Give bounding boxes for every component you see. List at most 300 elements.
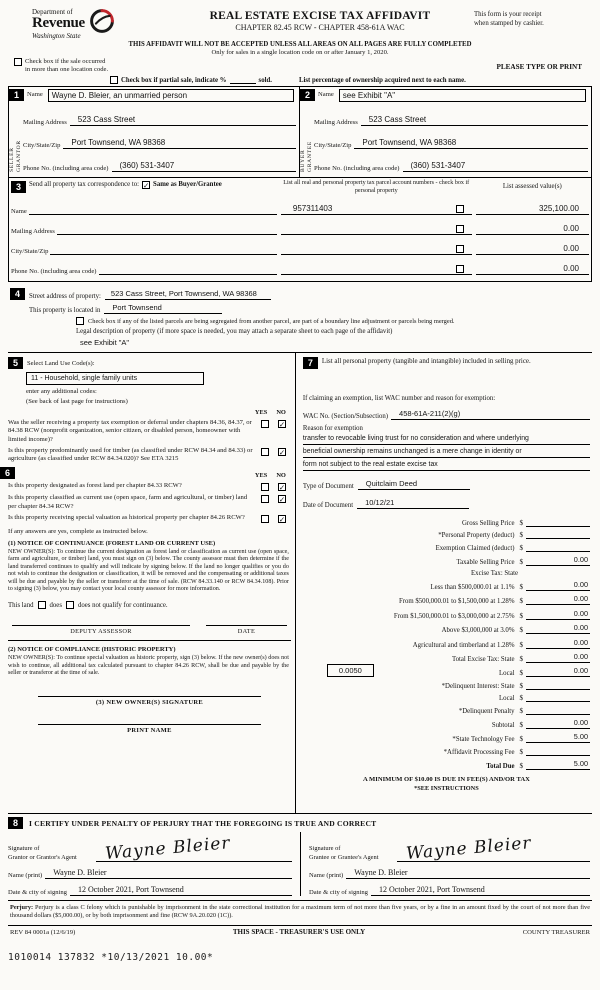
historic-question-boxes — [261, 514, 291, 523]
exemption-question-row — [8, 419, 291, 444]
gross-selling-price-label: Gross Selling Price — [462, 520, 515, 528]
partial-sale-sold-label: sold. — [258, 77, 272, 85]
partial-sale-checkbox[interactable] — [110, 76, 118, 84]
correspondence-mailing-label: Mailing Address — [11, 228, 55, 236]
timber-no-checkmark: ✓ — [278, 447, 286, 457]
forest-no-checkmark: ✓ — [278, 483, 286, 493]
buyer-mailing-row — [314, 115, 588, 126]
subtotal-label: Subtotal — [491, 721, 515, 729]
forest-question-row — [8, 482, 291, 491]
dor-swoosh-icon — [89, 8, 115, 34]
form-title: REAL ESTATE EXCISE TAX AFFIDAVIT — [209, 10, 431, 22]
if-yes-note: If any answers are yes, complete as instructed below. — [8, 527, 148, 535]
total-excise-state-row — [303, 652, 590, 663]
this-land-label: This land — [8, 601, 34, 609]
logo-revenue: Revenue — [32, 15, 85, 31]
subtotal-field[interactable]: 0.00 — [526, 718, 590, 729]
print-name-line[interactable] — [38, 724, 261, 725]
agricultural-field[interactable]: 0.00 — [526, 638, 590, 649]
buyer-name-field[interactable]: see Exhibit "A" — [339, 89, 586, 102]
assessed-column-header: List assessed value(s) — [502, 183, 562, 191]
dollar-sign: $ — [519, 655, 523, 663]
minimum-due-note: A MINIMUM OF $10.00 IS DUE IN FEE(S) AND/OR TAX — [362, 776, 530, 784]
same-as-buyer-checkbox[interactable] — [142, 181, 150, 189]
partial-sale-label: Check box if partial sale, indicate % — [121, 77, 227, 85]
acceptance-warning: THIS AFFIDAVIT WILL NOT BE ACCEPTED UNLESS ALL AREAS ON ALL PAGES ARE FULLY COMPLETED — [128, 41, 472, 48]
grantee-date-city-label: Date & city of signing — [309, 889, 368, 897]
buyer-side-label — [300, 103, 314, 172]
grantee-date-city-row — [309, 885, 590, 896]
type-print-row — [8, 58, 592, 74]
dollar-sign: $ — [519, 762, 523, 771]
reason-line-2[interactable]: beneficial ownership remains unchanged is a mere change in identity or — [303, 448, 590, 458]
correspondence-name-label: Name — [11, 208, 27, 216]
historic-question-text: Is this property receiving special valuation as historical property per chapter 84.26 RCW? — [8, 513, 245, 521]
yes-label-1: YES — [254, 409, 268, 417]
seller-phone-label: Phone No. (including area code) — [23, 165, 109, 173]
form-footer — [8, 925, 592, 936]
see-instructions-note: *SEE INSTRUCTIONS — [414, 785, 479, 793]
section-1-number: 1 — [9, 89, 24, 101]
seller-name-field[interactable]: Wayne D. Bleier, an unmarried person — [48, 89, 294, 102]
timber-question-text: Is this property predominantly used for timber (as classified under RCW 84.34 and 84.33) or agriculture (as classified under RCW 84.34.020)? See ETA 3215 — [8, 446, 253, 463]
reason-line-1[interactable]: transfer to revocable living trust for no consideration and where underlying — [303, 435, 590, 445]
historic-yes-checkbox[interactable] — [261, 515, 269, 523]
seller-name-row — [9, 87, 296, 102]
dollar-sign: $ — [519, 626, 523, 635]
street-address-row — [10, 288, 590, 300]
treasurer-space-label: THIS SPACE - TREASURER'S USE ONLY — [232, 928, 366, 937]
grantor-signature-column — [8, 832, 300, 896]
forest-question-boxes — [261, 482, 291, 491]
buyer-mailing-label: Mailing Address — [314, 119, 358, 127]
street-address-label: Street address of property: — [29, 293, 101, 301]
grantor-date-city-label: Date & city of signing — [8, 889, 67, 897]
personal-property-checkbox-4[interactable] — [456, 265, 464, 273]
signature-columns — [8, 832, 592, 896]
seller-side-word1: SELLER — [9, 147, 16, 173]
multi-location-checkbox[interactable] — [14, 58, 22, 66]
assessed-value-1[interactable]: 325,100.00 — [476, 204, 589, 215]
dollar-sign: $ — [519, 531, 523, 540]
total-due-row — [303, 759, 590, 770]
parcel-row-3 — [11, 244, 589, 255]
buyer-phone-row — [314, 161, 588, 172]
historic-no-checkbox[interactable] — [278, 515, 286, 523]
deputy-assessor-cell — [12, 625, 190, 635]
grantor-signature-label — [8, 845, 96, 862]
deputy-assessor-label: DEPUTY ASSESSOR — [70, 628, 132, 636]
personal-property-checkbox-1[interactable] — [456, 205, 464, 213]
notice1-body: NEW OWNER(S): To continue the current designation as forest land or classification as current use (open space, farm and agriculture, or timber) land, you must sign on (3) below. The county assessor must then determine if the land transferred continues to qualify and will indicate by signing below. If the land no longer qualifies or you do not wish to continue the designation or classification, it will be removed and the compensating or additional taxes will be due and payable by the seller or transferor at the time of sale. (RCW 84.33.140 or RCW 84.34.108). Prior to signing (3) below, you may contact your local county assessor for more information. — [8, 548, 289, 593]
grantor-name-print-row — [8, 868, 292, 879]
state-technology-fee-label: *State Technology Fee — [452, 736, 515, 744]
wac-number-field[interactable]: 458-61A-211(2)(g) — [391, 409, 590, 420]
buyer-phone-label: Phone No. (including area code) — [314, 165, 400, 173]
grantee-signature-handwriting: Wayne Bleier — [405, 833, 533, 865]
tier1-field[interactable]: 0.00 — [526, 580, 590, 591]
partial-sale-percent-field[interactable] — [230, 76, 256, 84]
assessor-date-line[interactable] — [206, 625, 287, 626]
agricultural-row — [303, 638, 590, 649]
multi-location-label-line2: in more than one location code. — [25, 66, 109, 74]
gross-selling-price-field[interactable] — [526, 518, 590, 527]
grantor-signature-handwriting: Wayne Bleier — [104, 833, 232, 865]
partial-sale-row — [110, 76, 592, 84]
reason-for-exemption-label: Reason for exemption — [302, 425, 363, 433]
dollar-sign: $ — [519, 706, 523, 715]
perjury-notice — [8, 904, 592, 920]
left-column — [4, 353, 296, 813]
seller-fields — [23, 103, 296, 172]
additional-codes-label: enter any additional codes: — [26, 388, 97, 396]
parcel-number-cell-3 — [281, 245, 472, 255]
correspondence-city-cell — [11, 246, 277, 255]
parties-section — [8, 86, 592, 178]
parcel-row-1 — [11, 204, 589, 215]
same-as-buyer-label: Same as Buyer/Grantee — [153, 181, 222, 189]
dollar-sign: $ — [519, 640, 523, 649]
legal-description-label: Legal description of property (if more space is needed, you may attach a separate sheet to each page of the affidavit) — [76, 328, 393, 336]
exemption-intro: If claiming an exemption, list WAC number and reason for exemption: — [302, 395, 496, 403]
buyer-city-row — [314, 138, 588, 149]
tier3-row — [303, 609, 590, 620]
section-8-certification — [8, 814, 592, 901]
agricultural-label: Agricultural and timberland at 1.28% — [412, 641, 515, 649]
dollar-sign: $ — [519, 558, 523, 567]
notice-separator — [8, 640, 291, 641]
section-4-property — [8, 282, 592, 351]
grantee-name-print-field[interactable]: Wayne D. Bleier — [346, 868, 590, 879]
doc-date-label: Date of Document — [302, 502, 354, 510]
tier1-label: Less than $500,000.01 at 1.1% — [430, 584, 515, 592]
cashier-receipt-stamp: 1010014 137832 *10/13/2021 10.00* — [8, 952, 214, 964]
certification-header — [8, 817, 592, 829]
local-rate-box: 0.0050 — [327, 664, 374, 677]
grantee-signature-field[interactable] — [397, 833, 590, 865]
doc-date-field[interactable]: 10/12/21 — [357, 498, 469, 509]
title-block — [166, 8, 474, 32]
local-tax-label: Local — [499, 670, 515, 678]
seller-body — [9, 103, 296, 172]
tier3-field[interactable]: 0.00 — [526, 609, 590, 620]
tier4-field[interactable]: 0.00 — [526, 623, 590, 634]
legal-description-value-row — [80, 338, 590, 347]
exemption-claimed-label: Exemption Claimed (deduct) — [435, 544, 515, 552]
logo-washington-state: Washington State — [32, 32, 81, 40]
dollar-sign: $ — [519, 597, 523, 606]
header — [8, 5, 592, 40]
does-label: does — [49, 601, 62, 609]
tier3-label: From $1,500,000.01 to $3,000,000 at 2.75% — [393, 612, 515, 620]
grantee-name-print-label: Name (print) — [309, 872, 344, 880]
buyer-side-word1: BUYER — [300, 150, 307, 173]
send-correspondence-block — [11, 180, 277, 195]
receipt-note — [474, 8, 592, 29]
notice2-body: NEW OWNER(S): To continue special valuation as historic property, sign (3) below. If the new owner(s) does not wish to continue, all additional tax calculated pursuant to chapter 84.26 RCW, shall be due and payable by the seller or transferor at the time of sale. — [8, 655, 289, 677]
segregated-checkbox[interactable] — [76, 317, 84, 325]
delinquent-penalty-field[interactable] — [526, 706, 590, 715]
county-treasurer-label: COUNTY TREASURER — [522, 928, 590, 936]
land-use-label: Select Land Use Code(s): — [27, 359, 95, 367]
correspondence-city-label: City/State/Zip — [11, 248, 49, 256]
timber-no-checkbox[interactable] — [278, 448, 286, 456]
legal-description-row — [76, 328, 590, 335]
taxable-selling-price-label: Taxable Selling Price — [456, 559, 515, 567]
section-4-number: 4 — [10, 288, 25, 300]
form-chapter: CHAPTER 82.45 RCW - CHAPTER 458-61A WAC — [235, 23, 405, 32]
personal-property-checkbox-2[interactable] — [456, 225, 464, 233]
dollar-sign: $ — [519, 611, 523, 620]
doc-type-field[interactable]: Quitclaim Deed — [358, 479, 470, 490]
exemption-claimed-field[interactable] — [526, 543, 590, 552]
delinquent-penalty-row — [303, 706, 590, 715]
personal-property-deduct-row — [303, 530, 590, 539]
seller-city-field[interactable]: Port Townsend, WA 98368 — [63, 138, 296, 149]
total-due-field[interactable]: 5.00 — [526, 759, 590, 770]
current-use-question-boxes — [261, 494, 291, 510]
grantee-name-print-row — [309, 868, 590, 879]
timber-yes-checkbox[interactable] — [261, 448, 269, 456]
section-8-number: 8 — [8, 817, 23, 829]
grantee-date-city-field[interactable]: 12 October 2021, Port Townsend — [371, 885, 590, 896]
exemption-question-text: Was the seller receiving a property tax exemption or deferral under chapters 84.36, 84.37, or 84.38 RCW (nonprofit organization, senior citizen, or disabled person, homeowner with limited income)? — [8, 419, 252, 443]
forest-question-text: Is this property designated as forest land per chapter 84.33 RCW? — [8, 482, 182, 490]
correspondence-name-field[interactable] — [29, 206, 277, 215]
grantor-signature-row — [8, 832, 292, 865]
parcel-column-header: List all real and personal property tax parcel account numbers - check box if personal property — [283, 180, 470, 194]
seller-side-label — [9, 103, 23, 172]
assessed-value-3[interactable]: 0.00 — [476, 244, 589, 255]
located-in-label: This property is located in — [29, 307, 101, 315]
reason-line-3[interactable]: form not subject to the real estate excise tax — [303, 461, 590, 471]
buyer-mailing-field[interactable]: 523 Cass Street — [361, 115, 588, 126]
assessed-value-4[interactable]: 0.00 — [476, 264, 589, 275]
land-use-code-field[interactable]: 11 - Household, single family units — [26, 372, 204, 385]
state-technology-fee-row — [303, 732, 590, 743]
section-5-header — [8, 357, 291, 369]
historic-question-row — [8, 514, 291, 523]
multi-location-label-line1: Check box if the sale occurred — [25, 58, 106, 65]
main-columns — [4, 352, 592, 814]
affidavit-processing-fee-field[interactable] — [526, 747, 590, 756]
seller-mailing-row — [23, 115, 296, 126]
grantor-name-print-field[interactable]: Wayne D. Bleier — [45, 868, 292, 879]
receipt-note-line1: This form is your receipt — [474, 11, 542, 18]
assessed-value-2[interactable]: 0.00 — [476, 224, 589, 235]
exemption-claimed-row — [303, 543, 590, 552]
current-use-no-checkmark: ✓ — [278, 495, 286, 505]
dor-logo — [8, 8, 166, 40]
grantee-signature-label-line1: Signature of — [309, 845, 341, 853]
total-due-label: Total Due — [486, 763, 515, 771]
buyer-city-label: City/State/Zip — [314, 142, 352, 150]
logo-department-of: Department of — [32, 8, 73, 16]
seller-city-label: City/State/Zip — [23, 142, 61, 150]
dollar-sign: $ — [519, 694, 523, 703]
seller-phone-field[interactable]: (360) 531-3407 — [112, 161, 296, 172]
exemption-no-checkbox[interactable] — [278, 420, 286, 428]
taxable-selling-price-field[interactable]: 0.00 — [526, 555, 590, 566]
tier2-label: From $500,000.01 to $1,500,000 at 1.28% — [398, 598, 515, 606]
doc-date-row — [303, 498, 590, 509]
new-owner-signature-line[interactable] — [38, 696, 261, 697]
section-6-number: 6 — [0, 467, 15, 479]
does-not-label: does not qualify for continuance. — [77, 601, 168, 609]
deputy-assessor-row — [8, 625, 291, 635]
correspondence-city-field[interactable] — [50, 246, 277, 255]
local-tax-row — [303, 666, 590, 677]
please-type-or-print: PLEASE TYPE OR PRINT — [496, 63, 582, 71]
section-6-header — [4, 467, 291, 480]
multi-location-check-block — [14, 58, 108, 74]
delinquent-interest-state-row — [303, 681, 590, 690]
tier2-field[interactable]: 0.00 — [526, 594, 590, 605]
segregated-row — [76, 317, 590, 325]
right-column — [296, 353, 592, 813]
segregated-label: Check box if any of the listed parcels are being segregated from another parcel, are part of a boundary line adjustment or parcels being merged. — [88, 318, 455, 326]
buyer-side-word2: GRANTEE — [307, 141, 313, 173]
yes-no-header-2 — [255, 472, 291, 479]
exemption-question-boxes — [261, 419, 291, 444]
current-use-no-checkbox[interactable] — [278, 495, 286, 503]
receipt-note-line2: when stamped by cashier. — [474, 19, 544, 27]
local-tax-field[interactable]: 0.00 — [526, 666, 590, 677]
no-label-2: NO — [276, 472, 286, 480]
form-number: REV 84 0001a (12/6/19) — [10, 928, 76, 936]
forest-yes-checkbox[interactable] — [261, 483, 269, 491]
section-3-correspondence — [8, 178, 592, 282]
buyer-name-row — [300, 87, 588, 102]
correspondence-phone-field[interactable] — [99, 266, 277, 275]
personal-property-deduct-field[interactable] — [526, 530, 590, 539]
parcel-number-1[interactable]: 957311403 — [292, 204, 333, 214]
located-in-field[interactable]: Port Townsend — [104, 303, 221, 314]
grantee-signature-label-line2: Grantee or Grantee's Agent — [309, 853, 379, 861]
street-address-field[interactable]: 523 Cass Street, Port Townsend, WA 98368 — [105, 289, 271, 300]
affidavit-processing-fee-label: *Affidavit Processing Fee — [443, 748, 515, 756]
personal-property-deduct-label: *Personal Property (deduct) — [438, 532, 515, 540]
section-2-number: 2 — [300, 89, 315, 101]
grantor-date-city-field[interactable]: 12 October 2021, Port Townsend — [70, 885, 292, 896]
forest-no-checkbox[interactable] — [278, 483, 286, 491]
doc-type-label: Type of Document — [302, 483, 354, 491]
instructions-note: (See back of last page for instructions) — [26, 398, 128, 406]
exemption-yes-checkbox[interactable] — [261, 420, 269, 428]
dor-logo-text — [32, 8, 85, 40]
buyer-phone-field[interactable]: (360) 531-3407 — [403, 161, 588, 172]
timber-question-boxes — [261, 447, 291, 463]
grantor-date-city-row — [8, 885, 292, 896]
gross-selling-price-row — [303, 518, 590, 527]
correspondence-mailing-field[interactable] — [57, 226, 277, 235]
located-in-row — [29, 303, 590, 314]
correspondence-mailing-cell — [11, 226, 277, 235]
total-excise-state-label: Total Excise Tax: State — [451, 656, 515, 663]
seller-city-row — [23, 138, 296, 149]
correspondence-name-cell — [11, 206, 277, 215]
dollar-sign: $ — [519, 681, 523, 690]
grantee-signature-row — [309, 832, 590, 865]
excise-tax-state-label: Excise Tax: State — [471, 569, 518, 577]
grantor-name-print-label: Name (print) — [8, 872, 43, 880]
affidavit-processing-fee-row — [303, 747, 590, 756]
tier1-row — [303, 580, 590, 591]
tier4-row — [303, 623, 590, 634]
wac-label: WAC No. (Section/Subsection) — [302, 413, 389, 421]
grantor-signature-field[interactable] — [96, 833, 292, 865]
assessor-date-cell — [206, 625, 287, 635]
perjury-lead: Perjury: — [10, 904, 34, 912]
delinquent-interest-state-field[interactable] — [526, 681, 590, 690]
seller-mailing-label: Mailing Address — [23, 119, 67, 127]
tier2-row — [303, 594, 590, 605]
state-technology-fee-field[interactable]: 5.00 — [526, 732, 590, 743]
parcel-number-cell-4 — [281, 265, 472, 275]
certification-statement: I CERTIFY UNDER PENALTY OF PERJURY THAT THE FOREGOING IS TRUE AND CORRECT — [29, 818, 377, 828]
delinquent-interest-local-field[interactable] — [526, 693, 590, 702]
dollar-sign: $ — [519, 519, 523, 528]
delinquent-interest-local-row — [303, 693, 590, 702]
deputy-assessor-signature-line[interactable] — [12, 625, 190, 626]
total-excise-state-field[interactable]: 0.00 — [526, 652, 590, 663]
delinquent-penalty-label: *Delinquent Penalty — [458, 707, 515, 715]
parcel-number-cell-1 — [281, 204, 472, 215]
section-7-header — [303, 357, 590, 369]
dollar-sign: $ — [519, 669, 523, 678]
land-does-not-checkbox[interactable] — [66, 601, 74, 609]
wac-row — [303, 409, 590, 420]
parcel-number-cell-2 — [281, 225, 472, 235]
legal-description-field[interactable]: see Exhibit "A" — [80, 338, 130, 348]
buyer-fields — [314, 103, 588, 172]
parcel-row-4 — [11, 264, 589, 275]
dollar-sign: $ — [519, 747, 523, 756]
section-7-number: 7 — [303, 357, 318, 369]
notice2-title: (2) NOTICE OF COMPLIANCE (HISTORIC PROPERTY) — [8, 646, 176, 654]
assessor-date-label: DATE — [237, 628, 256, 636]
perjury-text: Perjury is a class C felony which is punishable by imprisonment in the state correctional institution for a maximum term of not more than five years, or by a fine in an amount fixed by the court of not more than five thousand dollars ($5,000.00), or by both imprisonment and fine (RCW 9A.20.020 (1C)). — [10, 904, 590, 920]
ownership-note: List percentage of ownership acquired next to each name. — [298, 77, 466, 85]
tax-computation — [303, 518, 590, 770]
buyer-city-field[interactable]: Port Townsend, WA 98368 — [354, 138, 588, 149]
historic-no-checkmark: ✓ — [278, 514, 286, 524]
seller-phone-row — [23, 161, 296, 172]
taxable-selling-price-row — [303, 555, 590, 566]
no-label-1: NO — [276, 409, 286, 417]
delinquent-interest-local-label: Local — [499, 695, 515, 703]
land-does-checkbox[interactable] — [38, 601, 46, 609]
seller-mailing-field[interactable]: 523 Cass Street — [70, 115, 296, 126]
notice1-title: (1) NOTICE OF CONTINUANCE (FOREST LAND OR CURRENT USE) — [8, 539, 216, 547]
tier4-label: Above $3,000,000 at 3.0% — [441, 627, 515, 635]
seller-name-label: Name — [27, 91, 43, 99]
personal-property-checkbox-3[interactable] — [456, 245, 464, 253]
current-use-yes-checkbox[interactable] — [261, 495, 269, 503]
dollar-sign: $ — [519, 543, 523, 552]
doc-type-row — [303, 479, 590, 490]
continuance-row — [8, 601, 291, 609]
yes-no-header-1 — [8, 409, 291, 416]
delinquent-interest-state-label: *Delinquent Interest: State — [441, 682, 515, 690]
current-use-question-row — [8, 494, 291, 510]
grantor-signature-label-line1: Signature of — [8, 845, 40, 853]
grantor-signature-label-line2: Grantor or Grantor's Agent — [8, 853, 77, 861]
buyer-name-label: Name — [318, 91, 334, 99]
yes-label-2: YES — [254, 472, 268, 480]
seller-side-word2: GRANTOR — [16, 140, 22, 173]
dollar-sign: $ — [519, 720, 523, 729]
